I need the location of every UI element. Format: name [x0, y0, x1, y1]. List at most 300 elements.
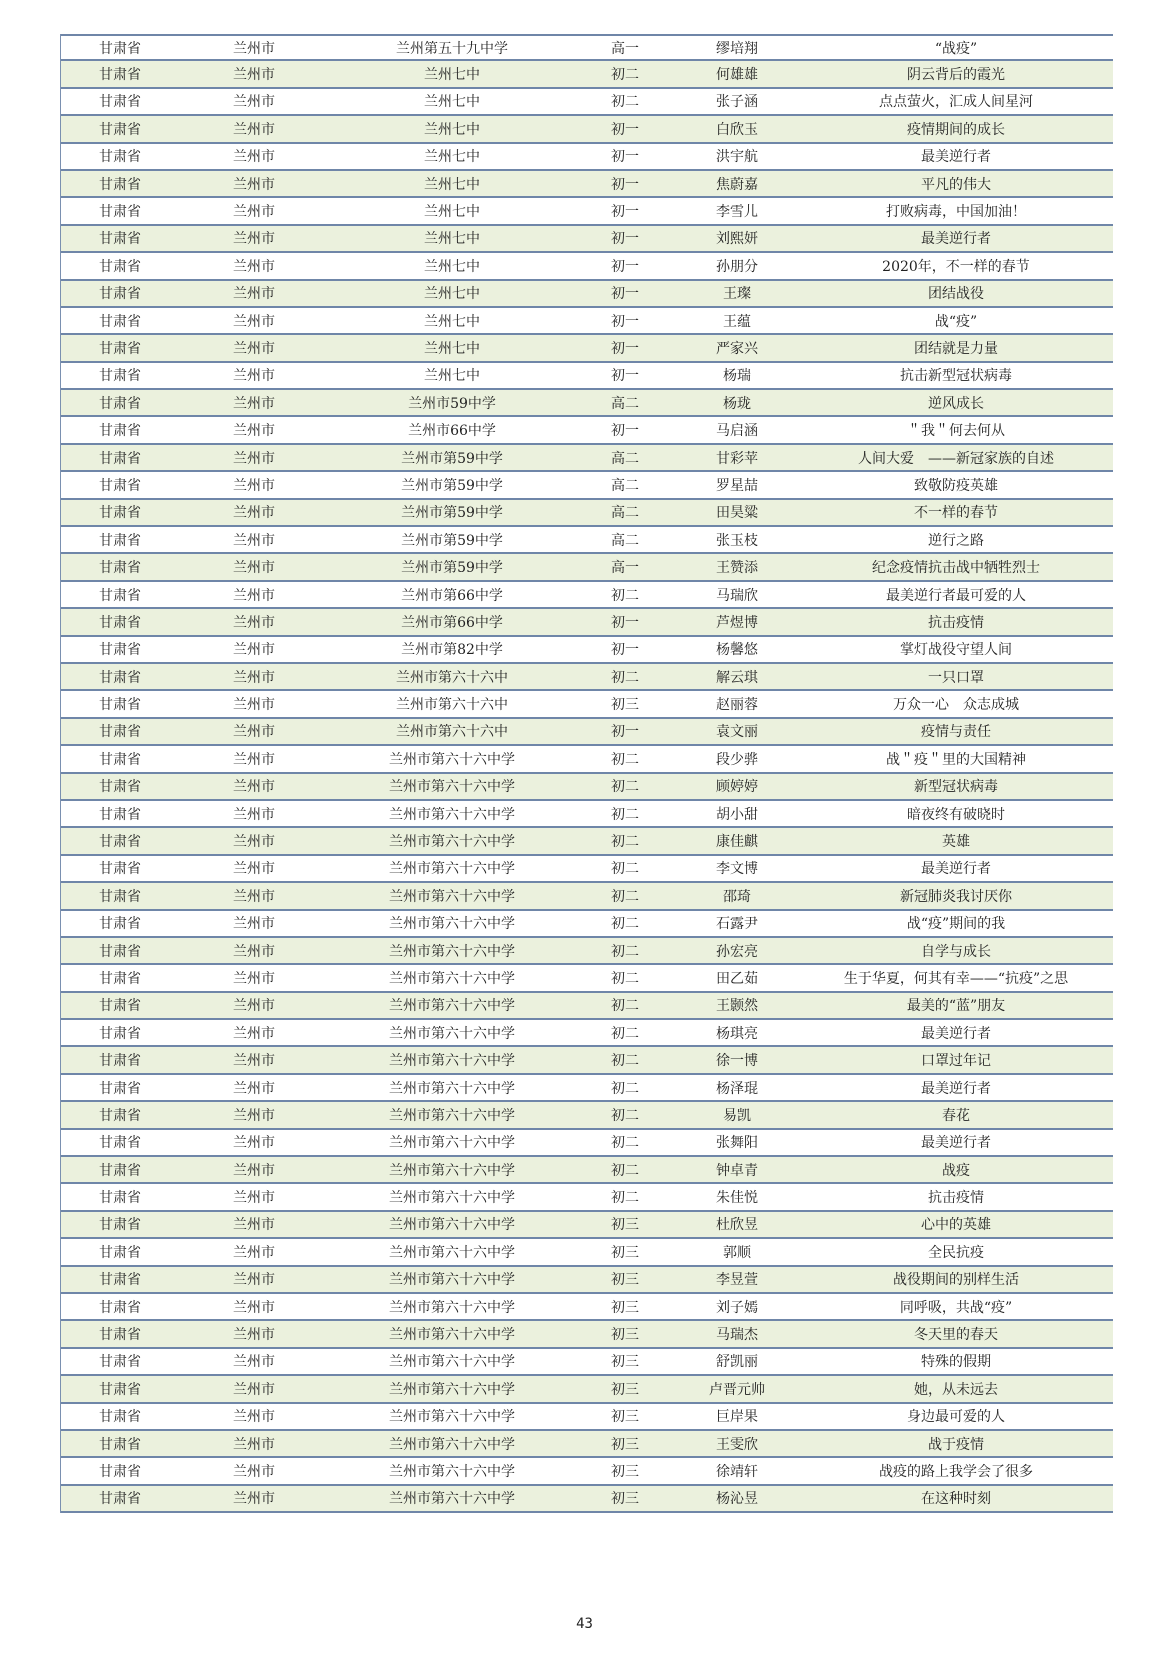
essay-title-cell: 抗击疫情 [928, 614, 984, 631]
city-cell: 兰州市 [233, 614, 275, 631]
student-name-cell: 缪培翔 [716, 40, 758, 57]
table-row [61, 554, 1113, 581]
city-cell: 兰州市 [233, 1080, 275, 1097]
student-name-cell: 杨沁昱 [716, 1491, 758, 1508]
essay-title-cell: 战于疫情 [928, 1436, 984, 1453]
school-cell: 兰州七中 [424, 67, 480, 84]
essay-title-cell: 最美逆行者 [921, 149, 991, 166]
province-cell: 甘肃省 [99, 532, 141, 549]
school-cell: 兰州七中 [424, 231, 480, 248]
essay-title-cell: 身边最可爱的人 [907, 1409, 1005, 1426]
essay-title-cell: 最美逆行者 [921, 1135, 991, 1152]
student-name-cell: 郭顺 [723, 1244, 751, 1261]
school-cell: 兰州七中 [424, 176, 480, 193]
grade-cell: 高二 [611, 395, 639, 412]
table-row [61, 1184, 1113, 1211]
city-cell: 兰州市 [233, 1491, 275, 1508]
essay-title-cell: 2020年，不一样的春节 [882, 258, 1030, 275]
student-name-cell: 张子涵 [716, 94, 758, 111]
province-cell: 甘肃省 [99, 970, 141, 987]
essay-title-cell: 阴云背后的霞光 [907, 67, 1005, 84]
table-row [61, 1431, 1113, 1458]
school-cell: 兰州市第六十六中学 [389, 1354, 515, 1371]
city-cell: 兰州市 [233, 642, 275, 659]
student-name-cell: 甘彩苹 [716, 450, 758, 467]
table-row [61, 938, 1113, 965]
table-row [61, 1075, 1113, 1102]
province-cell: 甘肃省 [99, 204, 141, 221]
school-cell: 兰州市第六十六中学 [389, 916, 515, 933]
grade-cell: 初一 [611, 340, 639, 357]
city-cell: 兰州市 [233, 1135, 275, 1152]
school-cell: 兰州市第六十六中学 [389, 1190, 515, 1207]
student-name-cell: 杨馨悠 [716, 642, 758, 659]
city-cell: 兰州市 [233, 1025, 275, 1042]
grade-cell: 初一 [611, 614, 639, 631]
school-cell: 兰州七中 [424, 149, 480, 166]
student-name-cell: 胡小甜 [716, 806, 758, 823]
city-cell: 兰州市 [233, 176, 275, 193]
city-cell: 兰州市 [233, 1190, 275, 1207]
table-row [61, 472, 1113, 499]
city-cell: 兰州市 [233, 368, 275, 385]
essay-title-cell: 平凡的伟大 [921, 176, 991, 193]
city-cell: 兰州市 [233, 1053, 275, 1070]
grade-cell: 初一 [611, 231, 639, 248]
city-cell: 兰州市 [233, 231, 275, 248]
student-name-cell: 李雪儿 [716, 204, 758, 221]
city-cell: 兰州市 [233, 1409, 275, 1426]
table-row [61, 500, 1113, 527]
student-name-cell: 田昊粱 [716, 505, 758, 522]
student-name-cell: 李昱萱 [716, 1272, 758, 1289]
school-cell: 兰州市第六十六中学 [389, 1327, 515, 1344]
province-cell: 甘肃省 [99, 1409, 141, 1426]
essay-title-cell: 暗夜终有破晓时 [907, 806, 1005, 823]
essay-title-cell: 英雄 [942, 834, 970, 851]
province-cell: 甘肃省 [99, 1025, 141, 1042]
grade-cell: 初三 [611, 1244, 639, 1261]
city-cell: 兰州市 [233, 450, 275, 467]
grade-cell: 初二 [611, 779, 639, 796]
table-row [61, 1458, 1113, 1485]
grade-cell: 初二 [611, 1107, 639, 1124]
grade-cell: 初二 [611, 998, 639, 1015]
grade-cell: 初一 [611, 204, 639, 221]
table-row [61, 582, 1113, 609]
school-cell: 兰州市第六十六中学 [389, 806, 515, 823]
province-cell: 甘肃省 [99, 395, 141, 412]
essay-title-cell: 战“疫” [934, 313, 978, 330]
province-cell: 甘肃省 [99, 1299, 141, 1316]
province-cell: 甘肃省 [99, 1244, 141, 1261]
school-cell: 兰州市第六十六中学 [389, 1162, 515, 1179]
essay-title-cell: 战“疫”期间的我 [906, 916, 1006, 933]
student-name-cell: 张舞阳 [716, 1135, 758, 1152]
essay-title-cell: ＂我＂何去何从 [907, 423, 1005, 440]
province-cell: 甘肃省 [99, 1272, 141, 1289]
essay-title-cell: 打败病毒，中国加油！ [886, 204, 1026, 221]
province-cell: 甘肃省 [99, 614, 141, 631]
school-cell: 兰州七中 [424, 121, 480, 138]
student-name-cell: 杨泽琨 [716, 1080, 758, 1097]
province-cell: 甘肃省 [99, 176, 141, 193]
city-cell: 兰州市 [233, 861, 275, 878]
essay-title-cell: 万众一心 众志成城 [893, 697, 1019, 714]
student-name-cell: 焦蔚嘉 [716, 176, 758, 193]
school-cell: 兰州市第六十六中学 [389, 1107, 515, 1124]
grade-cell: 初一 [611, 176, 639, 193]
province-cell: 甘肃省 [99, 1162, 141, 1179]
city-cell: 兰州市 [233, 94, 275, 111]
table-row [61, 34, 1113, 61]
grade-cell: 高二 [611, 505, 639, 522]
grade-cell: 初一 [611, 313, 639, 330]
table-row [61, 828, 1113, 855]
grade-cell: 初三 [611, 1217, 639, 1234]
school-cell: 兰州七中 [424, 204, 480, 221]
table-row [61, 1047, 1113, 1074]
grade-cell: 初二 [611, 861, 639, 878]
essay-title-cell: 逆行之路 [928, 532, 984, 549]
student-name-cell: 孙宏亮 [716, 943, 758, 960]
table-row [61, 335, 1113, 362]
grade-cell: 初一 [611, 258, 639, 275]
table-row [61, 801, 1113, 828]
province-cell: 甘肃省 [99, 560, 141, 577]
grade-cell: 初二 [611, 888, 639, 905]
table-row [61, 390, 1113, 417]
table-row [61, 253, 1113, 280]
student-name-cell: 王颢然 [716, 998, 758, 1015]
city-cell: 兰州市 [233, 560, 275, 577]
essay-title-cell: 致敬防疫英雄 [914, 477, 998, 494]
grade-cell: 初一 [611, 724, 639, 741]
city-cell: 兰州市 [233, 1272, 275, 1289]
school-cell: 兰州七中 [424, 286, 480, 303]
student-name-cell: 芦煜博 [716, 614, 758, 631]
table-row [61, 226, 1113, 253]
school-cell: 兰州市第六十六中 [396, 724, 508, 741]
province-cell: 甘肃省 [99, 1436, 141, 1453]
student-name-cell: 康佳麒 [716, 834, 758, 851]
province-cell: 甘肃省 [99, 477, 141, 494]
student-name-cell: 田乙茹 [716, 970, 758, 987]
city-cell: 兰州市 [233, 587, 275, 604]
city-cell: 兰州市 [233, 313, 275, 330]
page-number: 43 [576, 1616, 593, 1632]
essay-title-cell: 生于华夏，何其有幸——“抗疫”之思 [843, 970, 1069, 987]
essay-title-cell: 团结就是力量 [914, 340, 998, 357]
city-cell: 兰州市 [233, 1354, 275, 1371]
student-name-cell: 顾婷婷 [716, 779, 758, 796]
student-name-cell: 杨珑 [723, 395, 751, 412]
grade-cell: 初二 [611, 1053, 639, 1070]
essay-title-cell: 点点萤火，汇成人间星河 [879, 94, 1033, 111]
city-cell: 兰州市 [233, 669, 275, 686]
student-name-cell: 袁文丽 [716, 724, 758, 741]
province-cell: 甘肃省 [99, 724, 141, 741]
student-name-cell: 王蕴 [723, 313, 751, 330]
grade-cell: 初三 [611, 1354, 639, 1371]
grade-cell: 初二 [611, 834, 639, 851]
province-cell: 甘肃省 [99, 916, 141, 933]
student-name-cell: 何雄雄 [716, 67, 758, 84]
province-cell: 甘肃省 [99, 697, 141, 714]
city-cell: 兰州市 [233, 1244, 275, 1261]
school-cell: 兰州市第六十六中学 [389, 1244, 515, 1261]
city-cell: 兰州市 [233, 1464, 275, 1480]
essay-title-cell: 抗击疫情 [928, 1190, 984, 1207]
province-cell: 甘肃省 [99, 888, 141, 905]
essay-title-cell: 最美逆行者最可爱的人 [886, 587, 1026, 604]
school-cell: 兰州七中 [424, 94, 480, 111]
table-row [61, 691, 1113, 718]
city-cell: 兰州市 [233, 970, 275, 987]
province-cell: 甘肃省 [99, 423, 141, 440]
essay-title-cell: 自学与成长 [921, 943, 991, 960]
province-cell: 甘肃省 [99, 313, 141, 330]
grade-cell: 初二 [611, 970, 639, 987]
province-cell: 甘肃省 [99, 1381, 141, 1398]
student-name-cell: 白欣玉 [716, 121, 758, 138]
grade-cell: 初三 [611, 697, 639, 714]
grade-cell: 初三 [611, 1436, 639, 1453]
school-cell: 兰州市第六十六中学 [389, 1135, 515, 1152]
essay-title-cell: “战疫” [934, 40, 978, 57]
table-row [61, 883, 1113, 910]
province-cell: 甘肃省 [99, 669, 141, 686]
essay-title-cell: 战＂疫＂里的大国精神 [886, 751, 1026, 768]
school-cell: 兰州七中 [424, 258, 480, 275]
table-row [61, 281, 1113, 308]
school-cell: 兰州市第59中学 [401, 450, 503, 467]
student-name-cell: 杨琪亮 [716, 1025, 758, 1042]
essay-title-cell: 冬天里的春天 [914, 1327, 998, 1344]
province-cell: 甘肃省 [99, 806, 141, 823]
city-cell: 兰州市 [233, 888, 275, 905]
grade-cell: 初二 [611, 1025, 639, 1042]
grade-cell: 初一 [611, 121, 639, 138]
school-cell: 兰州市第59中学 [401, 505, 503, 522]
school-cell: 兰州市第六十六中学 [389, 1464, 515, 1480]
student-name-cell: 徐靖轩 [716, 1464, 758, 1480]
school-cell: 兰州七中 [424, 368, 480, 385]
table-row [61, 1102, 1113, 1129]
table-row [61, 1349, 1113, 1376]
province-cell: 甘肃省 [99, 1217, 141, 1234]
essay-title-cell: 口罩过年记 [921, 1053, 991, 1070]
grade-cell: 初三 [611, 1464, 639, 1480]
city-cell: 兰州市 [233, 395, 275, 412]
province-cell: 甘肃省 [99, 1135, 141, 1152]
essay-title-cell: 最美逆行者 [921, 231, 991, 248]
province-cell: 甘肃省 [99, 861, 141, 878]
essay-title-cell: 最美逆行者 [921, 1080, 991, 1097]
table-row [61, 719, 1113, 746]
grade-cell: 初二 [611, 1135, 639, 1152]
student-name-cell: 邵琦 [723, 888, 751, 905]
province-cell: 甘肃省 [99, 368, 141, 385]
grade-cell: 初二 [611, 1162, 639, 1179]
grade-cell: 高一 [611, 40, 639, 57]
school-cell: 兰州市第六十六中学 [389, 861, 515, 878]
school-cell: 兰州市第六十六中学 [389, 1436, 515, 1453]
grade-cell: 初二 [611, 94, 639, 111]
province-cell: 甘肃省 [99, 67, 141, 84]
school-cell: 兰州市第六十六中 [396, 697, 508, 714]
essay-title-cell: 在这种时刻 [921, 1491, 991, 1508]
school-cell: 兰州市第六十六中学 [389, 970, 515, 987]
table-row [61, 171, 1113, 198]
grade-cell: 初二 [611, 67, 639, 84]
school-cell: 兰州市第六十六中学 [389, 888, 515, 905]
city-cell: 兰州市 [233, 943, 275, 960]
city-cell: 兰州市 [233, 286, 275, 303]
entries-table [60, 34, 1113, 1513]
school-cell: 兰州市第六十六中学 [389, 1053, 515, 1070]
city-cell: 兰州市 [233, 998, 275, 1015]
city-cell: 兰州市 [233, 779, 275, 796]
grade-cell: 初三 [611, 1381, 639, 1398]
city-cell: 兰州市 [233, 149, 275, 166]
essay-title-cell: 纪念疫情抗击战中牺牲烈士 [872, 560, 1040, 577]
table-row [61, 61, 1113, 88]
table-row [61, 1404, 1113, 1431]
grade-cell: 初三 [611, 1299, 639, 1316]
school-cell: 兰州市第六十六中学 [389, 1491, 515, 1508]
table-row [61, 1212, 1113, 1239]
table-row [61, 445, 1113, 472]
table-row [61, 198, 1113, 225]
grade-cell: 初二 [611, 1190, 639, 1207]
table-row [61, 1267, 1113, 1294]
grade-cell: 高二 [611, 450, 639, 467]
province-cell: 甘肃省 [99, 751, 141, 768]
grade-cell: 初二 [611, 669, 639, 686]
grade-cell: 高二 [611, 532, 639, 549]
city-cell: 兰州市 [233, 258, 275, 275]
province-cell: 甘肃省 [99, 1053, 141, 1070]
city-cell: 兰州市 [233, 1327, 275, 1344]
province-cell: 甘肃省 [99, 998, 141, 1015]
student-name-cell: 罗星喆 [716, 477, 758, 494]
city-cell: 兰州市 [233, 121, 275, 138]
city-cell: 兰州市 [233, 1381, 275, 1398]
grade-cell: 初一 [611, 368, 639, 385]
table-row [61, 1157, 1113, 1184]
student-name-cell: 马启涵 [716, 423, 758, 440]
province-cell: 甘肃省 [99, 642, 141, 659]
school-cell: 兰州市第59中学 [401, 532, 503, 549]
table-row [61, 1239, 1113, 1266]
city-cell: 兰州市 [233, 1217, 275, 1234]
school-cell: 兰州市第六十六中学 [389, 751, 515, 768]
school-cell: 兰州七中 [424, 340, 480, 357]
province-cell: 甘肃省 [99, 1190, 141, 1207]
grade-cell: 初二 [611, 916, 639, 933]
school-cell: 兰州市第六十六中学 [389, 834, 515, 851]
table-row [61, 774, 1113, 801]
province-cell: 甘肃省 [99, 340, 141, 357]
province-cell: 甘肃省 [99, 1491, 141, 1508]
school-cell: 兰州市第六十六中学 [389, 943, 515, 960]
table-row [61, 363, 1113, 390]
province-cell: 甘肃省 [99, 587, 141, 604]
city-cell: 兰州市 [233, 505, 275, 522]
essay-title-cell: 逆风成长 [928, 395, 984, 412]
table-row [61, 89, 1113, 116]
city-cell: 兰州市 [233, 724, 275, 741]
student-name-cell: 李文博 [716, 861, 758, 878]
grade-cell: 初二 [611, 751, 639, 768]
school-cell: 兰州市59中学 [408, 395, 496, 412]
city-cell: 兰州市 [233, 1436, 275, 1453]
grade-cell: 初一 [611, 286, 639, 303]
essay-title-cell: 最美的“蓝”朋友 [906, 998, 1006, 1015]
province-cell: 甘肃省 [99, 121, 141, 138]
grade-cell: 初三 [611, 1491, 639, 1508]
essay-title-cell: 她，从未远去 [914, 1381, 998, 1398]
table-row [61, 144, 1113, 171]
table-row [61, 911, 1113, 938]
student-name-cell: 王赞添 [716, 560, 758, 577]
school-cell: 兰州七中 [424, 313, 480, 330]
province-cell: 甘肃省 [99, 1327, 141, 1344]
table-row [61, 1486, 1113, 1513]
table-row [61, 1376, 1113, 1403]
table-row [61, 609, 1113, 636]
grade-cell: 初一 [611, 642, 639, 659]
school-cell: 兰州市第59中学 [401, 477, 503, 494]
province-cell: 甘肃省 [99, 834, 141, 851]
student-name-cell: 易凯 [723, 1107, 751, 1124]
essay-title-cell: 掌灯战役守望人间 [900, 642, 1012, 659]
table-row [61, 664, 1113, 691]
student-name-cell: 杜欣昱 [716, 1217, 758, 1234]
student-name-cell: 赵丽蓉 [716, 697, 758, 714]
school-cell: 兰州市第六十六中学 [389, 1272, 515, 1289]
city-cell: 兰州市 [233, 477, 275, 494]
table-row [61, 1321, 1113, 1348]
student-name-cell: 段少骅 [716, 751, 758, 768]
essay-title-cell: 不一样的春节 [914, 505, 998, 522]
city-cell: 兰州市 [233, 204, 275, 221]
essay-title-cell: 抗击新型冠状病毒 [900, 368, 1012, 385]
grade-cell: 初二 [611, 943, 639, 960]
province-cell: 甘肃省 [99, 450, 141, 467]
student-name-cell: 刘熙妍 [716, 231, 758, 248]
city-cell: 兰州市 [233, 916, 275, 933]
essay-title-cell: 同呼吸，共战“疫” [899, 1299, 1013, 1316]
school-cell: 兰州市第六十六中学 [389, 779, 515, 796]
city-cell: 兰州市 [233, 340, 275, 357]
city-cell: 兰州市 [233, 697, 275, 714]
essay-title-cell: 疫情与责任 [921, 724, 991, 741]
table-row [61, 993, 1113, 1020]
city-cell: 兰州市 [233, 423, 275, 440]
province-cell: 甘肃省 [99, 1080, 141, 1097]
province-cell: 甘肃省 [99, 40, 141, 57]
school-cell: 兰州第五十九中学 [396, 40, 508, 57]
table-row [61, 308, 1113, 335]
student-name-cell: 马瑞欣 [716, 587, 758, 604]
essay-title-cell: 团结战役 [928, 286, 984, 303]
table-row [61, 1020, 1113, 1047]
student-name-cell: 张玉枝 [716, 532, 758, 549]
school-cell: 兰州市第六十六中 [396, 669, 508, 686]
essay-title-cell: 春花 [942, 1107, 970, 1124]
